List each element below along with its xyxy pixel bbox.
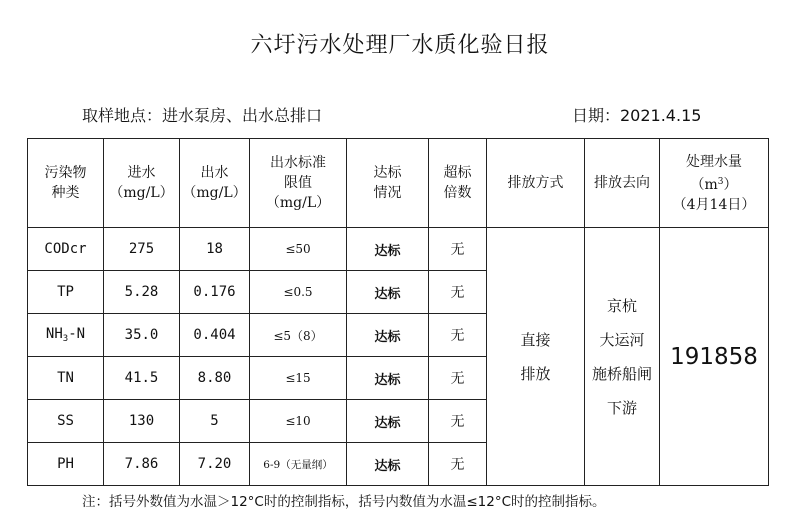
compliance-status: 达标: [347, 271, 429, 314]
header-influent: 进水 （mg/L）: [104, 139, 180, 228]
influent-value: 5.28: [104, 271, 180, 314]
footnote: 注：括号外数值为水温＞12°C时的控制指标，括号内数值为水温≤12°C时的控制指标。: [82, 494, 606, 510]
limit-value: ≤0.5: [250, 271, 347, 314]
header-pollutant: 污染物 种类: [28, 139, 104, 228]
influent-value: 130: [104, 400, 180, 443]
compliance-status: 达标: [347, 357, 429, 400]
table-header-row: [28, 139, 769, 228]
limit-value: ≤10: [250, 400, 347, 443]
compliance-status: 达标: [347, 400, 429, 443]
exceed-multiple: 无: [429, 400, 487, 443]
pollutant-name: TN: [28, 357, 104, 400]
effluent-value: 7.20: [180, 443, 250, 486]
exceed-multiple: 无: [429, 271, 487, 314]
header-discharge-method: 排放方式: [487, 139, 585, 228]
header-exceed: 超标 倍数: [429, 139, 487, 228]
compliance-status: 达标: [347, 443, 429, 486]
table-row: [28, 228, 769, 271]
header-limit: 出水标准 限值 （mg/L）: [250, 139, 347, 228]
limit-value: ≤5（8）: [250, 314, 347, 357]
pollutant-name: $NH_3-N$: [28, 314, 104, 357]
header-effluent: 出水 （mg/L）: [180, 139, 250, 228]
effluent-value: 18: [180, 228, 250, 271]
limit-value: ≤15: [250, 357, 347, 400]
influent-value: 7.86: [104, 443, 180, 486]
pollutant-name: CODcr: [28, 228, 104, 271]
effluent-value: 5: [180, 400, 250, 443]
limit-value: ≤50: [250, 228, 347, 271]
report-title: 六圩污水处理厂水质化验日报: [250, 33, 550, 58]
header-discharge-destination: 排放去向: [585, 139, 660, 228]
exceed-multiple: 无: [429, 314, 487, 357]
exceed-multiple: 无: [429, 228, 487, 271]
header-volume: 处理水量 $(m^3)$ （4月14日）: [660, 139, 769, 228]
compliance-status: 达标: [347, 228, 429, 271]
sampling-location: 取样地点：进水泵房、出水总排口: [82, 106, 323, 125]
influent-value: 35.0: [104, 314, 180, 357]
effluent-value: 0.404: [180, 314, 250, 357]
influent-value: 275: [104, 228, 180, 271]
effluent-value: 8.80: [180, 357, 250, 400]
treated-volume: 191858: [660, 228, 769, 486]
limit-value: 6-9（无量纲）: [250, 443, 347, 486]
effluent-value: 0.176: [180, 271, 250, 314]
header-compliance: 达标 情况: [347, 139, 429, 228]
influent-value: 41.5: [104, 357, 180, 400]
water-quality-table: [27, 138, 769, 486]
pollutant-name: TP: [28, 271, 104, 314]
exceed-multiple: 无: [429, 443, 487, 486]
exceed-multiple: 无: [429, 357, 487, 400]
report-date: 日期：2021.4.15: [572, 106, 702, 125]
discharge-destination: 京杭 大运河 施桥船闸 下游: [585, 228, 660, 486]
compliance-status: 达标: [347, 314, 429, 357]
discharge-method: 直接 排放: [487, 228, 585, 486]
pollutant-name: SS: [28, 400, 104, 443]
pollutant-name: PH: [28, 443, 104, 486]
